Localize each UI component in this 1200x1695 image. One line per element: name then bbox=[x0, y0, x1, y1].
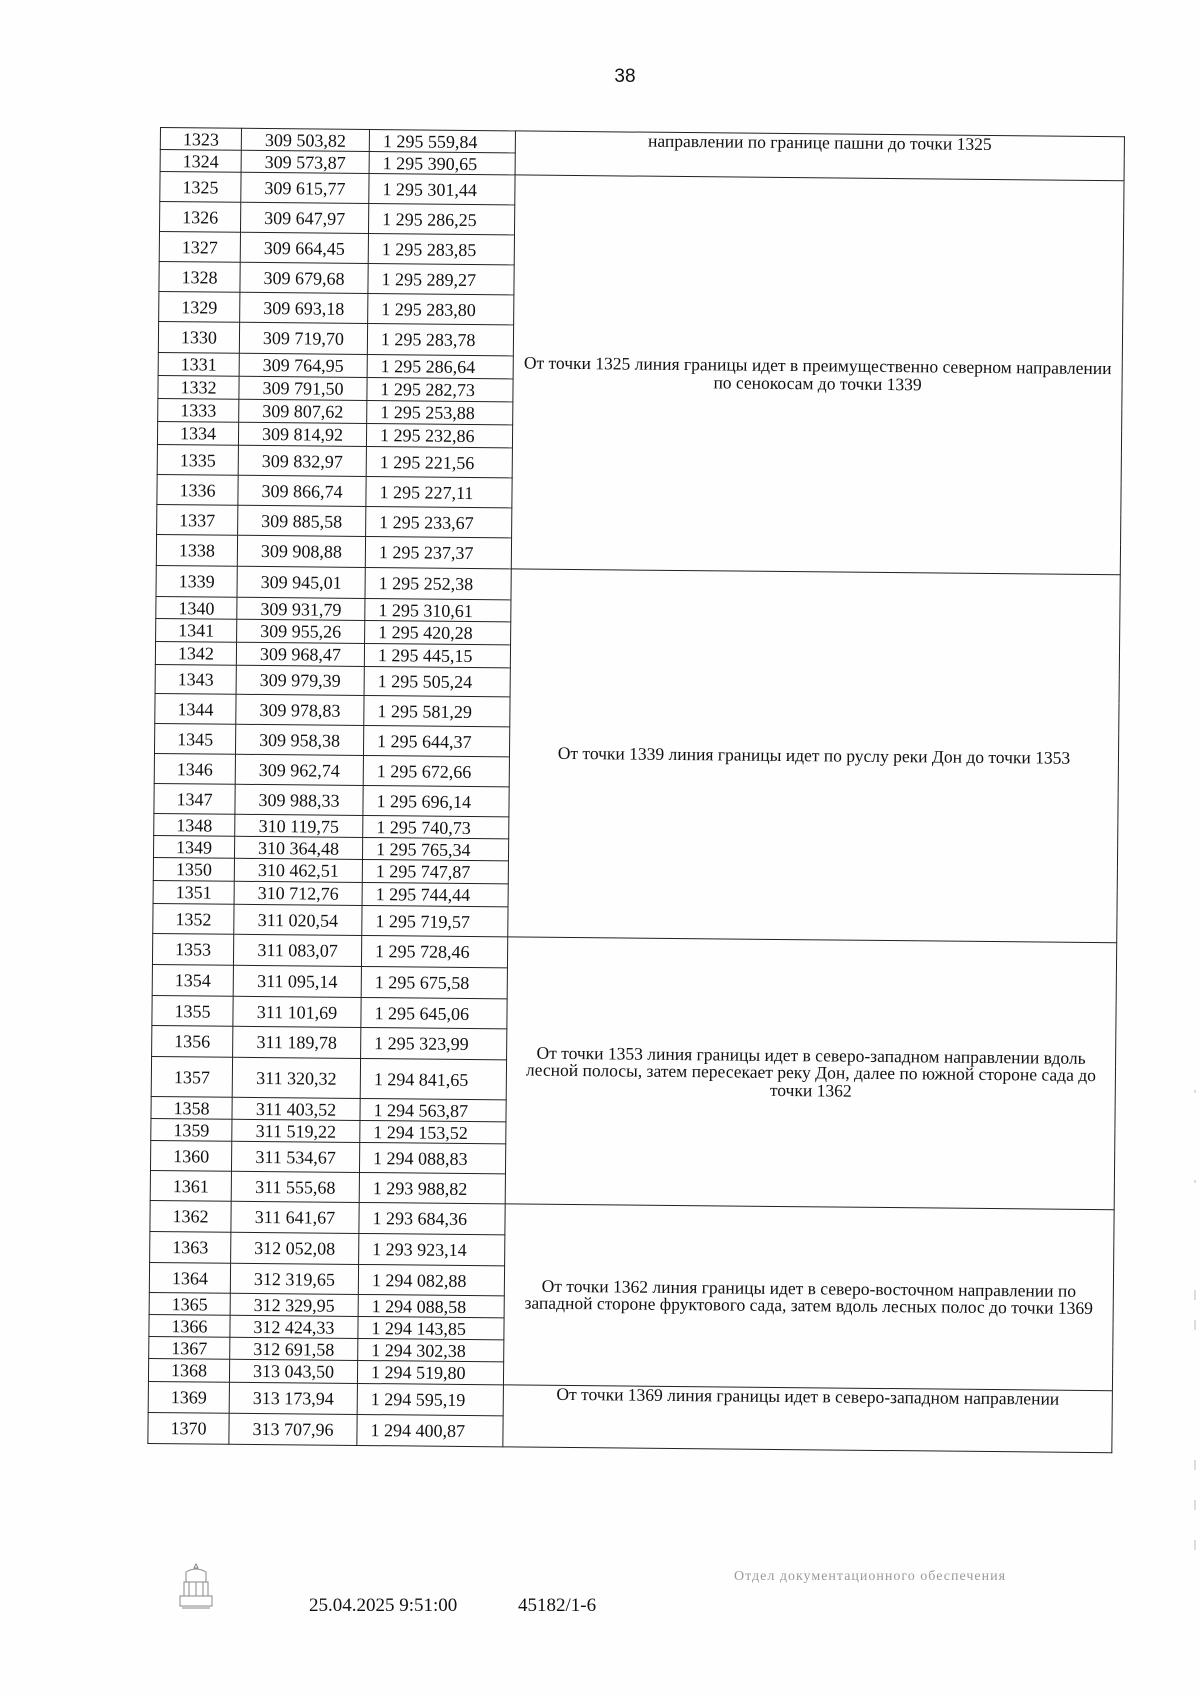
x-coordinate-cell: 309 962,74 bbox=[235, 754, 363, 785]
point-number-cell: 1366 bbox=[149, 1314, 230, 1337]
emblem-icon bbox=[176, 1562, 216, 1612]
x-coordinate-cell: 309 693,18 bbox=[240, 292, 368, 323]
x-coordinate-cell: 309 968,47 bbox=[236, 642, 364, 666]
y-coordinate-cell: 1 295 728,46 bbox=[361, 935, 507, 967]
x-coordinate-cell: 309 979,39 bbox=[236, 665, 364, 695]
y-coordinate-cell: 1 295 221,56 bbox=[366, 446, 512, 477]
x-coordinate-cell: 309 679,68 bbox=[240, 262, 368, 293]
x-coordinate-cell: 311 320,32 bbox=[232, 1057, 360, 1098]
x-coordinate-cell: 309 908,88 bbox=[237, 535, 365, 567]
y-coordinate-cell: 1 294 841,65 bbox=[360, 1058, 506, 1099]
point-number-cell: 1354 bbox=[152, 964, 233, 996]
point-number-cell: 1370 bbox=[148, 1412, 229, 1444]
point-number-cell: 1339 bbox=[156, 565, 237, 597]
x-coordinate-cell: 311 519,22 bbox=[232, 1119, 360, 1142]
boundary-description-cell: От точки 1369 линия границы идет в северо-западном направлении bbox=[503, 1385, 1113, 1453]
boundary-description-cell: От точки 1325 линия границы идет в преимущественно северном направлении по сенокосам до точки 1339 bbox=[511, 175, 1124, 575]
point-number-cell: 1331 bbox=[158, 352, 239, 376]
y-coordinate-cell: 1 295 301,44 bbox=[369, 174, 515, 205]
y-coordinate-cell: 1 295 644,37 bbox=[363, 725, 509, 756]
point-number-cell: 1329 bbox=[159, 291, 240, 322]
x-coordinate-cell: 312 329,95 bbox=[230, 1293, 358, 1316]
x-coordinate-cell: 311 020,54 bbox=[234, 904, 362, 935]
point-number-cell: 1362 bbox=[150, 1200, 231, 1232]
department-stamp: Отдел документационного обеспечения bbox=[733, 1569, 1007, 1584]
point-number-cell: 1338 bbox=[156, 534, 237, 566]
point-number-cell: 1351 bbox=[153, 880, 234, 904]
y-coordinate-cell: 1 295 283,80 bbox=[368, 294, 514, 325]
x-coordinate-cell: 309 988,33 bbox=[235, 784, 363, 815]
y-coordinate-cell: 1 294 595,19 bbox=[357, 1383, 503, 1415]
y-coordinate-cell: 1 295 390,65 bbox=[369, 152, 515, 175]
point-number-cell: 1364 bbox=[149, 1262, 230, 1293]
x-coordinate-cell: 309 664,45 bbox=[240, 232, 368, 263]
y-coordinate-cell: 1 295 445,15 bbox=[364, 643, 510, 667]
point-number-cell: 1325 bbox=[160, 172, 241, 203]
point-number-cell: 1340 bbox=[156, 596, 237, 619]
point-number-cell: 1348 bbox=[154, 813, 235, 836]
x-coordinate-cell: 313 707,96 bbox=[229, 1413, 357, 1445]
x-coordinate-cell: 310 712,76 bbox=[234, 881, 362, 905]
point-number-cell: 1337 bbox=[157, 504, 238, 535]
x-coordinate-cell: 312 052,08 bbox=[231, 1232, 359, 1264]
boundary-description-cell: направлении по границе пашни до точки 1325 bbox=[515, 131, 1124, 181]
y-coordinate-cell: 1 295 420,28 bbox=[365, 620, 511, 644]
x-coordinate-cell: 309 647,97 bbox=[240, 202, 368, 233]
point-number-cell: 1345 bbox=[154, 723, 235, 754]
point-number-cell: 1343 bbox=[155, 664, 236, 694]
point-number-cell: 1334 bbox=[157, 421, 238, 445]
scan-margin-marks bbox=[1192, 0, 1200, 1695]
x-coordinate-cell: 310 462,51 bbox=[234, 858, 362, 882]
point-number-cell: 1347 bbox=[154, 783, 235, 814]
y-coordinate-cell: 1 294 400,87 bbox=[357, 1414, 503, 1446]
point-number-cell: 1358 bbox=[151, 1096, 232, 1119]
y-coordinate-cell: 1 295 253,88 bbox=[367, 400, 513, 424]
point-number-cell: 1333 bbox=[158, 398, 239, 422]
y-coordinate-cell: 1 295 765,34 bbox=[362, 837, 508, 860]
y-coordinate-cell: 1 295 323,99 bbox=[361, 1027, 507, 1059]
point-number-cell: 1367 bbox=[149, 1336, 230, 1359]
y-coordinate-cell: 1 294 563,87 bbox=[360, 1098, 506, 1121]
point-number-cell: 1357 bbox=[151, 1056, 232, 1097]
boundary-description-cell: От точки 1353 линия границы идет в северо-западном направлении вдоль лесной полосы, затем пересекает реку Дон, далее по южной стороне сада до точки 1362 bbox=[505, 937, 1117, 1210]
x-coordinate-cell: 311 555,68 bbox=[231, 1171, 359, 1202]
x-coordinate-cell: 309 885,58 bbox=[238, 505, 366, 536]
x-coordinate-cell: 312 319,65 bbox=[230, 1263, 358, 1294]
y-coordinate-cell: 1 295 252,38 bbox=[365, 567, 511, 599]
point-number-cell: 1330 bbox=[158, 321, 239, 353]
page-number: 38 bbox=[614, 66, 636, 87]
y-coordinate-cell: 1 295 581,29 bbox=[364, 695, 510, 726]
y-coordinate-cell: 1 295 283,85 bbox=[368, 234, 514, 265]
y-coordinate-cell: 1 294 519,80 bbox=[357, 1360, 503, 1384]
x-coordinate-cell: 313 173,94 bbox=[229, 1382, 357, 1414]
x-coordinate-cell: 309 866,74 bbox=[238, 475, 366, 506]
point-number-cell: 1363 bbox=[150, 1231, 231, 1263]
x-coordinate-cell: 309 832,97 bbox=[238, 445, 366, 476]
y-coordinate-cell: 1 293 988,82 bbox=[359, 1172, 505, 1203]
y-coordinate-cell: 1 295 505,24 bbox=[364, 666, 510, 696]
y-coordinate-cell: 1 294 302,38 bbox=[358, 1338, 504, 1361]
y-coordinate-cell: 1 295 310,61 bbox=[365, 598, 511, 621]
point-number-cell: 1365 bbox=[149, 1292, 230, 1315]
x-coordinate-cell: 311 189,78 bbox=[233, 1026, 361, 1058]
point-number-cell: 1356 bbox=[152, 1025, 233, 1057]
point-number-cell: 1359 bbox=[151, 1118, 232, 1141]
x-coordinate-cell: 309 791,50 bbox=[239, 376, 367, 400]
x-coordinate-cell: 311 534,67 bbox=[231, 1141, 359, 1172]
point-number-cell: 1349 bbox=[153, 835, 234, 858]
point-number-cell: 1335 bbox=[157, 444, 238, 475]
y-coordinate-cell: 1 295 747,87 bbox=[362, 859, 508, 883]
x-coordinate-cell: 313 043,50 bbox=[229, 1359, 357, 1383]
point-number-cell: 1336 bbox=[157, 474, 238, 505]
y-coordinate-cell: 1 295 696,14 bbox=[363, 785, 509, 816]
y-coordinate-cell: 1 293 684,36 bbox=[359, 1202, 505, 1234]
x-coordinate-cell: 309 945,01 bbox=[237, 566, 365, 598]
x-coordinate-cell: 311 403,52 bbox=[232, 1097, 360, 1120]
x-coordinate-cell: 312 424,33 bbox=[230, 1315, 358, 1338]
y-coordinate-cell: 1 295 227,11 bbox=[366, 476, 512, 507]
y-coordinate-cell: 1 294 082,88 bbox=[358, 1264, 504, 1295]
point-number-cell: 1352 bbox=[153, 903, 234, 934]
coordinates-table bbox=[147, 127, 1125, 1453]
x-coordinate-cell: 309 764,95 bbox=[239, 353, 367, 377]
y-coordinate-cell: 1 295 232,86 bbox=[366, 423, 512, 447]
coordinates-table-sheet bbox=[147, 127, 1125, 1541]
x-coordinate-cell: 309 615,77 bbox=[241, 172, 369, 203]
point-number-cell: 1324 bbox=[160, 150, 241, 173]
y-coordinate-cell: 1 295 719,57 bbox=[362, 905, 508, 936]
point-number-cell: 1344 bbox=[155, 693, 236, 724]
point-number-cell: 1361 bbox=[150, 1170, 231, 1201]
x-coordinate-cell: 311 083,07 bbox=[233, 934, 361, 966]
x-coordinate-cell: 311 641,67 bbox=[231, 1201, 359, 1233]
point-number-cell: 1327 bbox=[159, 231, 240, 262]
y-coordinate-cell: 1 295 237,37 bbox=[365, 536, 511, 568]
y-coordinate-cell: 1 295 286,64 bbox=[367, 355, 513, 379]
footer-doc-number: 45182/1-6 bbox=[518, 1595, 597, 1616]
x-coordinate-cell: 309 955,26 bbox=[237, 619, 365, 643]
y-coordinate-cell: 1 295 645,06 bbox=[361, 997, 507, 1028]
point-number-cell: 1341 bbox=[156, 618, 237, 642]
y-coordinate-cell: 1 293 923,14 bbox=[359, 1233, 505, 1265]
x-coordinate-cell: 309 814,92 bbox=[238, 422, 366, 446]
x-coordinate-cell: 309 719,70 bbox=[239, 322, 367, 354]
point-number-cell: 1353 bbox=[152, 933, 233, 965]
point-number-cell: 1369 bbox=[148, 1381, 229, 1413]
x-coordinate-cell: 310 119,75 bbox=[235, 814, 363, 837]
y-coordinate-cell: 1 294 153,52 bbox=[360, 1120, 506, 1143]
point-number-cell: 1342 bbox=[155, 641, 236, 665]
point-number-cell: 1326 bbox=[159, 202, 240, 233]
y-coordinate-cell: 1 294 088,83 bbox=[359, 1142, 505, 1173]
x-coordinate-cell: 310 364,48 bbox=[234, 836, 362, 859]
x-coordinate-cell: 309 978,83 bbox=[236, 694, 364, 725]
boundary-description-cell: От точки 1339 линия границы идет по руслу реки Дон до точки 1353 bbox=[508, 569, 1121, 943]
y-coordinate-cell: 1 295 672,66 bbox=[363, 755, 509, 786]
point-number-cell: 1360 bbox=[150, 1140, 231, 1171]
x-coordinate-cell: 311 095,14 bbox=[233, 965, 361, 997]
y-coordinate-cell: 1 294 143,85 bbox=[358, 1316, 504, 1339]
point-number-cell: 1368 bbox=[148, 1358, 229, 1382]
x-coordinate-cell: 311 101,69 bbox=[233, 996, 361, 1027]
y-coordinate-cell: 1 294 088,58 bbox=[358, 1294, 504, 1317]
point-number-cell: 1332 bbox=[158, 375, 239, 399]
y-coordinate-cell: 1 295 282,73 bbox=[367, 377, 513, 401]
point-number-cell: 1355 bbox=[152, 995, 233, 1026]
point-number-cell: 1323 bbox=[160, 128, 241, 151]
x-coordinate-cell: 309 958,38 bbox=[235, 724, 363, 755]
x-coordinate-cell: 312 691,58 bbox=[230, 1337, 358, 1360]
point-number-cell: 1346 bbox=[154, 753, 235, 784]
y-coordinate-cell: 1 295 286,25 bbox=[368, 204, 514, 235]
point-number-cell: 1328 bbox=[159, 261, 240, 292]
x-coordinate-cell: 309 503,82 bbox=[241, 128, 369, 151]
boundary-description-cell: От точки 1362 линия границы идет в северо-восточном направлении по западной стороне фруктового сада, затем вдоль лесных полос до точки 1369 bbox=[503, 1204, 1114, 1391]
y-coordinate-cell: 1 295 289,27 bbox=[368, 264, 514, 295]
footer-datetime: 25.04.2025 9:51:00 bbox=[309, 1595, 458, 1616]
point-number-cell: 1350 bbox=[153, 857, 234, 881]
y-coordinate-cell: 1 295 233,67 bbox=[366, 506, 512, 537]
y-coordinate-cell: 1 295 559,84 bbox=[369, 130, 515, 153]
y-coordinate-cell: 1 295 283,78 bbox=[367, 324, 513, 356]
y-coordinate-cell: 1 295 740,73 bbox=[363, 815, 509, 838]
y-coordinate-cell: 1 295 675,58 bbox=[361, 966, 507, 998]
x-coordinate-cell: 309 931,79 bbox=[237, 597, 365, 620]
x-coordinate-cell: 309 807,62 bbox=[239, 399, 367, 423]
x-coordinate-cell: 309 573,87 bbox=[241, 150, 369, 173]
y-coordinate-cell: 1 295 744,44 bbox=[362, 882, 508, 906]
